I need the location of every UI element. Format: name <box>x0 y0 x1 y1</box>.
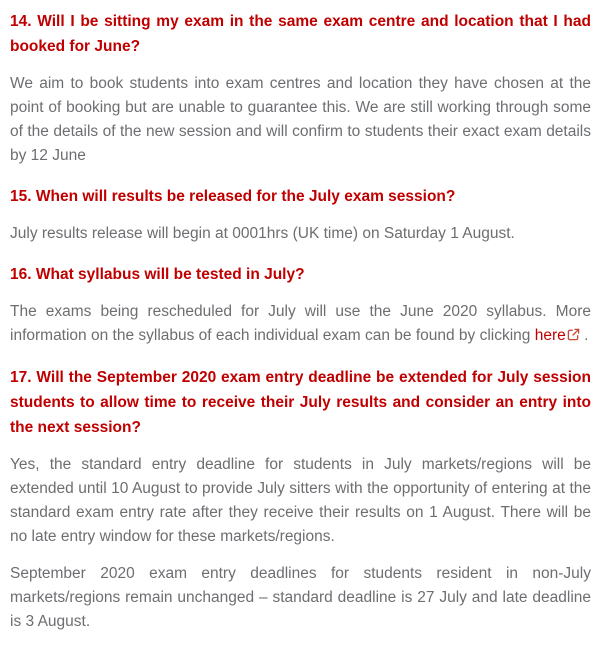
faq-item-17 <box>10 365 591 634</box>
faq-item-15 <box>10 184 591 246</box>
answer-14: We aim to book students into exam centres and location they have chosen at the point of booking but are unable to guarantee this. We are still working through some of the details of the new session and will confirm to students their exact exam details by 12 June <box>10 75 591 164</box>
here-link[interactable] <box>535 327 580 344</box>
question-16: 16. What syllabus will be tested in July? <box>10 266 305 283</box>
answer-17-paragraph-1: Yes, the standard entry deadline for students in July markets/regions will be extended until 10 August to provide July sitters with the opportunity of entering at the standard exam entry rate after they receive their results on 1 August. There will be no late entry window for these markets/regions. <box>10 456 591 545</box>
faq-item-16 <box>10 262 591 349</box>
question-17: 17. Will the September 2020 exam entry deadline be extended for July session students to allow time to receive their July results and consider an entry into the next session? <box>10 369 591 436</box>
answer-16-text-after-link: . <box>579 327 589 344</box>
faq-item-14 <box>10 9 591 168</box>
answer-15: July results release will begin at 0001hrs (UK time) on Saturday 1 August. <box>10 225 515 242</box>
answer-16-text-before-link: The exams being rescheduled for July will use the June 2020 syllabus. More information on the syllabus of each individual exam can be found by clicking <box>10 303 591 344</box>
external-link-icon[interactable] <box>567 325 580 349</box>
answer-17-paragraph-2: September 2020 exam entry deadlines for students resident in non-July markets/regions remain unchanged – standard deadline is 27 July and late deadline is 3 August. <box>10 565 591 630</box>
answer-16 <box>10 300 591 349</box>
question-15: 15. When will results be released for the July exam session? <box>10 188 456 205</box>
here-link-label: here <box>534 327 566 344</box>
question-14: 14. Will I be sitting my exam in the same exam centre and location that I had booked for June? <box>10 13 591 55</box>
